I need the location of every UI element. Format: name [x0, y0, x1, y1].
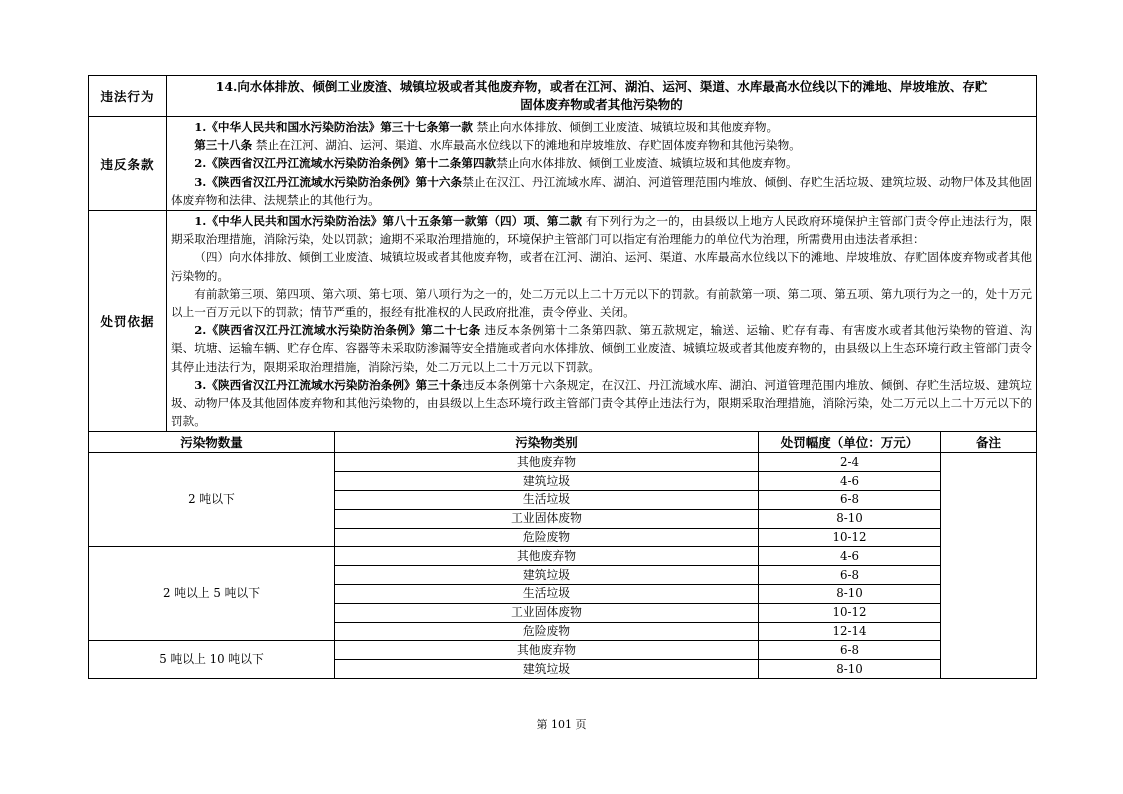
range-cell: 6-8 [759, 491, 941, 510]
title-line-1: 14.向水体排放、倾倒工业废渣、城镇垃圾或者其他废弃物，或者在江河、湖泊、运河、渠道、水库最高水位线以下的滩地、岸坡堆放、存贮 [215, 79, 988, 94]
violated-clauses-row [89, 117, 1037, 211]
category-cell: 生活垃圾 [335, 491, 759, 510]
penalty-para-4 [171, 321, 1032, 376]
penalty-para-5 [171, 376, 1032, 431]
range-cell: 8-10 [759, 660, 941, 679]
clause-3-ref: 2.《陕西省汉江丹江流域水污染防治条例》第十二条第四款 [194, 156, 497, 171]
penalty-para-1-text: 有下列行为之一的，由县级以上地方人民政府环境保护主管部门责令停止违法行为，限期采取治理措施，消除污染，处以罚款；逾期不采取治理措施的，环境保护主管部门可以指定有治理能力的单位代为治理，所需费用由违法者承担： [171, 214, 1032, 247]
violation-row [89, 76, 1037, 117]
range-cell: 10-12 [759, 603, 941, 622]
title-line-2: 固体废弃物或者其他污染物的 [520, 97, 683, 112]
table-row [89, 641, 1037, 660]
penalty-para-1-ref: 1.《中华人民共和国水污染防治法》第八十五条第一款第（四）项、第二款 [194, 214, 583, 229]
clause-3-text: 禁止向水体排放、倾倒工业废渣、城镇垃圾和其他废弃物。 [496, 156, 798, 171]
category-cell: 建筑垃圾 [335, 472, 759, 491]
range-cell: 6-8 [759, 566, 941, 585]
header-range: 处罚幅度（单位：万元） [759, 432, 941, 453]
table-row [89, 453, 1037, 472]
penalty-para-2: （四）向水体排放、倾倒工业废渣、城镇垃圾或者其他废弃物，或者在江河、湖泊、运河、渠道、水库最高水位线以下的滩地、岸坡堆放、存贮固体废弃物或者其他污染物的。 [171, 250, 1032, 283]
category-cell: 其他废弃物 [335, 453, 759, 472]
header-quantity: 污染物数量 [89, 432, 335, 453]
range-cell: 2-4 [759, 453, 941, 472]
table-row [89, 547, 1037, 566]
category-cell: 危险废物 [335, 622, 759, 641]
law-table [88, 75, 1037, 432]
violated-clauses-label: 违反条款 [89, 117, 167, 211]
penalty-range-table [88, 431, 1037, 679]
header-remarks: 备注 [941, 432, 1037, 453]
penalty-basis-text [167, 211, 1037, 432]
range-cell: 8-10 [759, 585, 941, 604]
range-cell: 4-6 [759, 472, 941, 491]
penalty-para-4-ref: 2.《陕西省汉江丹江流域水污染防治条例》第二十七条 [194, 323, 481, 338]
category-cell: 工业固体废物 [335, 509, 759, 528]
penalty-para-5-ref: 3.《陕西省汉江丹江流域水污染防治条例》第三十条 [194, 377, 463, 392]
range-cell: 12-14 [759, 622, 941, 641]
violated-clauses-text [167, 117, 1037, 211]
violation-label: 违法行为 [89, 76, 167, 117]
table-header-row [89, 432, 1037, 453]
clause-3 [171, 154, 1032, 172]
quantity-cell: 5 吨以上 10 吨以下 [89, 641, 335, 679]
clause-1-ref: 1.《中华人民共和国水污染防治法》第三十七条第一款 [194, 120, 473, 134]
category-cell: 其他废弃物 [335, 547, 759, 566]
category-cell: 危险废物 [335, 528, 759, 547]
category-cell: 工业固体废物 [335, 603, 759, 622]
penalty-basis-label: 处罚依据 [89, 211, 167, 432]
penalty-basis-row [89, 211, 1037, 432]
category-cell: 建筑垃圾 [335, 566, 759, 585]
clause-2-text: 禁止在江河、湖泊、运河、渠道、水库最高水位线以下的滩地和岸坡堆放、存贮固体废弃物和其他污染物。 [252, 138, 801, 153]
range-cell: 10-12 [759, 528, 941, 547]
clause-2-ref: 第三十八条 [194, 138, 253, 153]
clause-4 [171, 173, 1032, 209]
clause-2 [171, 136, 1032, 154]
range-cell: 8-10 [759, 509, 941, 528]
penalty-para-1 [171, 212, 1032, 248]
penalty-para-5-text: 违反本条例第十六条规定，在汉江、丹江流域水库、湖泊、河道管理范围内堆放、倾倒、存贮生活垃圾、建筑垃圾、动物尸体及其他固体废弃物和其他污染物的，由县级以上生态环境行政主管部门责令其停止违法行为，限期采取治理措施，消除污染，处二万元以上二十万元以下的罚款。 [171, 377, 1032, 429]
violation-title [167, 76, 1037, 117]
clause-1-text: 禁止向水体排放、倾倒工业废渣、城镇垃圾和其他废弃物。 [472, 120, 779, 134]
range-cell: 6-8 [759, 641, 941, 660]
penalty-para-4-text: 违反本条例第十二条第四款、第五款规定，输送、运输、贮存有毒、有害废水或者其他污染物的管道、沟渠、坑塘、运输车辆、贮存仓库、容器等未采取防渗漏等安全措施或者向水体排放、倾倒工业废渣、城镇垃圾或者其他废弃物的，由县级以上生态环境行政主管部门责令其停止违法行为，限期采取治理措施，消除污染，处二万元以上二十万元以下罚款。 [171, 323, 1032, 374]
quantity-cell: 2 吨以下 [89, 453, 335, 547]
clause-1 [171, 118, 1032, 136]
quantity-cell: 2 吨以上 5 吨以下 [89, 547, 335, 641]
penalty-para-3: 有前款第三项、第四项、第六项、第七项、第八项行为之一的，处二万元以上二十万元以下的罚款。有前款第一项、第二项、第五项、第九项行为之一的，处十万元以上一百万元以下的罚款；情节严重的，报经有批准权的人民政府批准，责令停业、关闭。 [171, 286, 1032, 320]
page-number: 第 101 页 [536, 718, 587, 731]
category-cell: 建筑垃圾 [335, 660, 759, 679]
clause-4-ref: 3.《陕西省汉江丹江流域水污染防治条例》第十六条 [194, 174, 463, 189]
range-cell: 4-6 [759, 547, 941, 566]
remarks-cell [941, 453, 1037, 679]
category-cell: 其他废弃物 [335, 641, 759, 660]
document-page [88, 75, 1036, 679]
header-category: 污染物类别 [335, 432, 759, 453]
category-cell: 生活垃圾 [335, 585, 759, 604]
clause-4-text: 禁止在汉江、丹江流域水库、湖泊、河道管理范围内堆放、倾倒、存贮生活垃圾、建筑垃圾、动物尸体及其他固体废弃物和法律、法规禁止的其他行为。 [171, 174, 1032, 207]
